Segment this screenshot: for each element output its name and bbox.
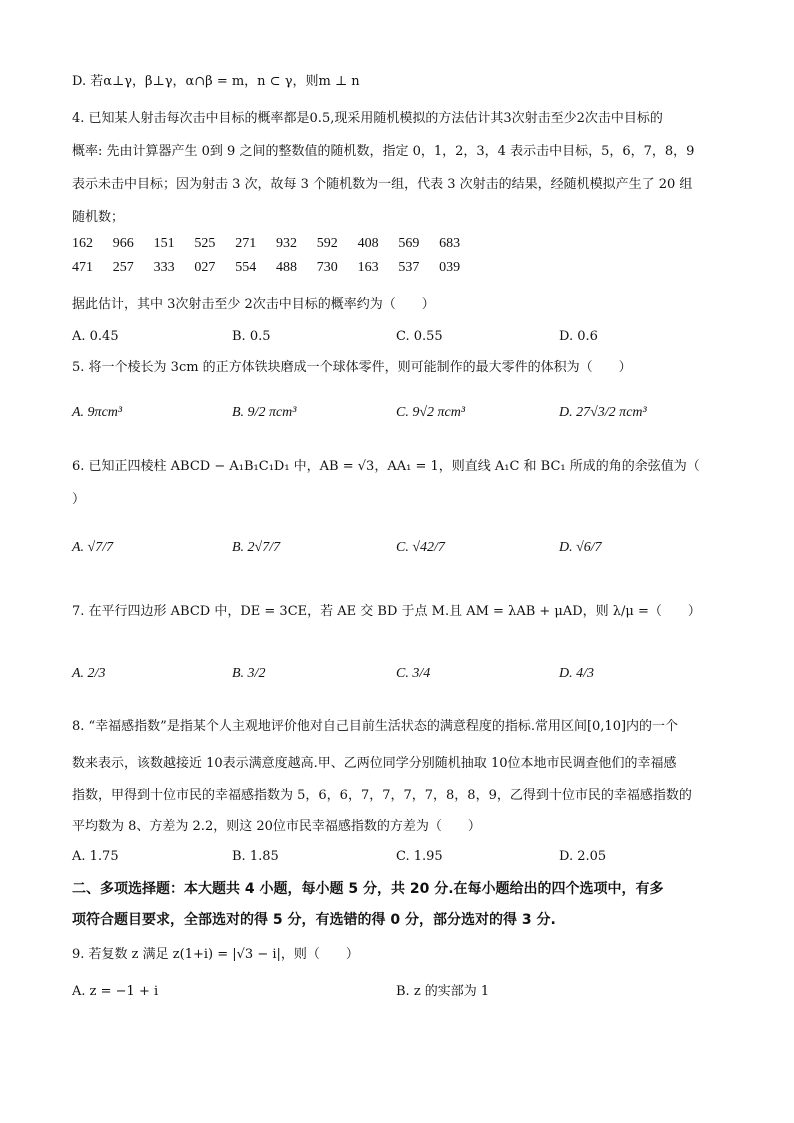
question-7-option-b: B. 3/2	[232, 666, 266, 681]
random-number: 333	[153, 260, 175, 275]
random-number: 471	[72, 260, 93, 275]
question-6-option-b: B. 2√7/7	[232, 540, 281, 555]
question-7-option-c: C. 3/4	[396, 666, 431, 681]
question-8-text-line-2: 数来表示，该数越接近 10表示满意度越高.甲、乙两位同学分别随机抽取 10位本地市民调查他们的幸福感	[72, 756, 677, 771]
question-5-option-b: B. 9/2 πcm³	[232, 405, 297, 420]
random-number: 966	[112, 236, 134, 251]
random-number: 537	[398, 260, 420, 275]
question-4-option-a: A. 0.45	[72, 329, 119, 344]
question-7-option-a: A. 2/3	[72, 666, 106, 681]
question-5-option-a: A. 9πcm³	[72, 405, 123, 420]
question-9-option-a: A. z = −1 + i	[72, 984, 159, 999]
question-8-option-d: D. 2.05	[559, 849, 607, 864]
question-9-text: 9. 若复数 z 满足 z(1+i) = |√3 − i|，则（ ）	[72, 947, 359, 962]
random-number: 592	[316, 236, 338, 251]
question-4-option-d: D. 0.6	[559, 329, 598, 344]
random-number: 730	[316, 260, 338, 275]
random-number: 569	[398, 236, 420, 251]
question-6-option-d: D. √6/7	[559, 540, 602, 555]
question-7-option-d: D. 4/3	[559, 666, 594, 681]
question-5-text: 5. 将一个棱长为 3cm 的正方体铁块磨成一个球体零件，则可能制作的最大零件的体积为（ ）	[72, 360, 632, 375]
question-4-text-line-2: 概率: 先由计算器产生 0到 9 之间的整数值的随机数，指定 0，1，2，3，4 表示击中目标，5，6，7，8，9	[72, 144, 695, 159]
question-5-option-d: D. 27√3/2 πcm³	[559, 405, 647, 420]
question-3-option-d: D. 若α⊥γ，β⊥γ，α∩β = m，n ⊂ γ，则m ⊥ n	[72, 74, 360, 89]
random-number: 027	[194, 260, 216, 275]
question-4-option-b: B. 0.5	[232, 329, 271, 344]
section-2-heading-line-1: 二、多项选择题：本大题共 4 小题，每小题 5 分，共 20 分.在每小题给出的四个选项中，有多	[72, 881, 664, 897]
section-2-heading-line-2: 项符合题目要求，全部选对的得 5 分，有选错的得 0 分，部分选对的得 3 分.	[72, 912, 556, 928]
random-number: 257	[112, 260, 134, 275]
question-4-text-line-4: 随机数；	[72, 210, 125, 225]
random-numbers-row-2	[72, 260, 480, 276]
random-number: 932	[275, 236, 297, 251]
random-number: 525	[194, 236, 216, 251]
random-number: 271	[235, 236, 257, 251]
random-number: 488	[275, 260, 297, 275]
random-number: 162	[72, 236, 93, 251]
question-7-text: 7. 在平行四边形 ABCD 中，DE = 3CE，若 AE 交 BD 于点 M.且 AM = λAB + μAD，则 λ/μ =（ ）	[72, 604, 701, 619]
question-8-text-line-4: 平均数为 8、方差为 2.2，则这 20位市民幸福感指数的方差为（ ）	[72, 819, 481, 834]
random-number: 039	[439, 260, 461, 275]
question-4-option-c: C. 0.55	[396, 329, 443, 344]
question-6-text-line-1: 6. 已知正四棱柱 ABCD − A₁B₁C₁D₁ 中，AB = √3，AA₁ = 1，则直线 A₁C 和 BC₁ 所成的角的余弦值为（	[72, 459, 700, 474]
question-4-text-line-3: 表示未击中目标；因为射击 3 次，故每 3 个随机数为一组，代表 3 次射击的结果，经随机模拟产生了 20 组	[72, 177, 693, 192]
question-4-text-line-1: 4. 已知某人射击每次击中目标的概率都是0.5,现采用随机模拟的方法估计其3次射击至少2次击中目标的	[72, 111, 663, 126]
question-8-option-a: A. 1.75	[72, 849, 119, 864]
question-8-option-b: B. 1.85	[232, 849, 279, 864]
question-9-option-b: B. z 的实部为 1	[396, 984, 490, 999]
question-8-text-line-3: 指数，甲得到十位市民的幸福感指数为 5，6，6，7，7，7，7，8，8，9，乙得到十位市民的幸福感指数的	[72, 788, 692, 803]
question-6-option-a: A. √7/7	[72, 540, 114, 555]
random-number: 151	[153, 236, 175, 251]
random-number: 683	[439, 236, 461, 251]
random-number: 163	[357, 260, 379, 275]
random-numbers-row-1	[72, 236, 480, 252]
question-4-text-line-5: 据此估计，其中 3次射击至少 2次击中目标的概率约为（ ）	[72, 297, 435, 312]
question-8-option-c: C. 1.95	[396, 849, 443, 864]
random-number: 408	[357, 236, 379, 251]
question-8-text-line-1: 8. “幸福感指数”是指某个人主观地评价他对自己目前生活状态的满意程度的指标.常用区间[0,10]内的一个	[72, 719, 679, 734]
question-6-option-c: C. √42/7	[396, 540, 445, 555]
question-5-option-c: C. 9√2 πcm³	[396, 405, 466, 420]
random-number: 554	[235, 260, 257, 275]
question-6-text-line-2: ）	[72, 492, 86, 507]
